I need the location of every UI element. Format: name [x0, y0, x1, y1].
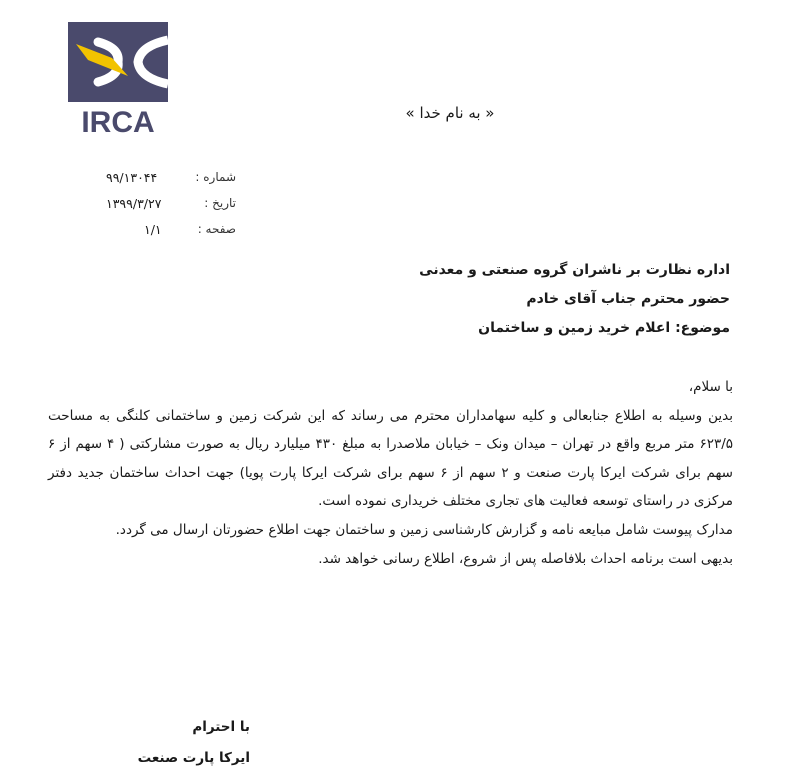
meta-number-row: [96, 170, 236, 196]
page-value: ۱/۱: [144, 222, 162, 237]
recipient-block: [290, 256, 730, 343]
irca-logo-mark: [68, 22, 168, 106]
closing-text: با احترام: [192, 719, 250, 735]
body-paragraph-3: بدیهی است برنامه احداث بلافاصله پس از شروع، اطلاع رسانی خواهد شد.: [318, 550, 733, 567]
letter-meta: [96, 170, 236, 248]
date-value: ۱۳۹۹/۳/۲۷: [106, 196, 162, 211]
number-label: شماره :: [195, 170, 236, 184]
recipient-person: حضور محترم جناب آقای خادم: [526, 291, 730, 307]
company-logo: [68, 22, 168, 138]
greeting: با سلام،: [688, 379, 733, 395]
letter-body: [48, 373, 733, 573]
number-value: ۹۹/۱۳۰۴۴: [106, 170, 158, 185]
signing-company: ایرکا پارت صنعت: [137, 750, 250, 766]
signature-block: [100, 712, 250, 774]
logo-text: IRCA: [81, 106, 155, 139]
meta-date-row: [96, 196, 236, 222]
recipient-department: اداره نظارت بر ناشران گروه صنعتی و معدنی: [419, 262, 730, 278]
date-label: تاریخ :: [204, 196, 236, 210]
letter-subject: موضوع: اعلام خرید زمین و ساختمان: [478, 320, 730, 336]
invocation-heading: « به نام خدا »: [405, 104, 495, 122]
meta-page-row: [96, 222, 236, 248]
body-paragraph-1: بدین وسیله به اطلاع جنابعالی و کلیه سهامداران محترم می رساند که این شرکت زمین و ساختمانی کلنگی به مساحت ۶۲۳/۵ متر مربع واقع در تهران – میدان ونک – خیابان ملاصدرا به مبلغ ۴۳۰ میلیارد ریال به صورت مشارکتی ( ۴ سهم از ۶ سهم برای شرکت ایرکا پارت صنعت و ۲ سهم از ۶ سهم برای شرکت ایرکا پارت پویا) جهت احداث ساختمان جدید دفتر مرکزی در راستای توسعه فعالیت های تجاری مختلف خریداری نموده است.: [48, 407, 733, 510]
page-label: صفحه :: [197, 222, 236, 236]
body-paragraph-2: مدارک پیوست شامل مبایعه نامه و گزارش کارشناسی زمین و ساختمان جهت اطلاع حضورتان ارسال می گردد.: [115, 521, 733, 538]
